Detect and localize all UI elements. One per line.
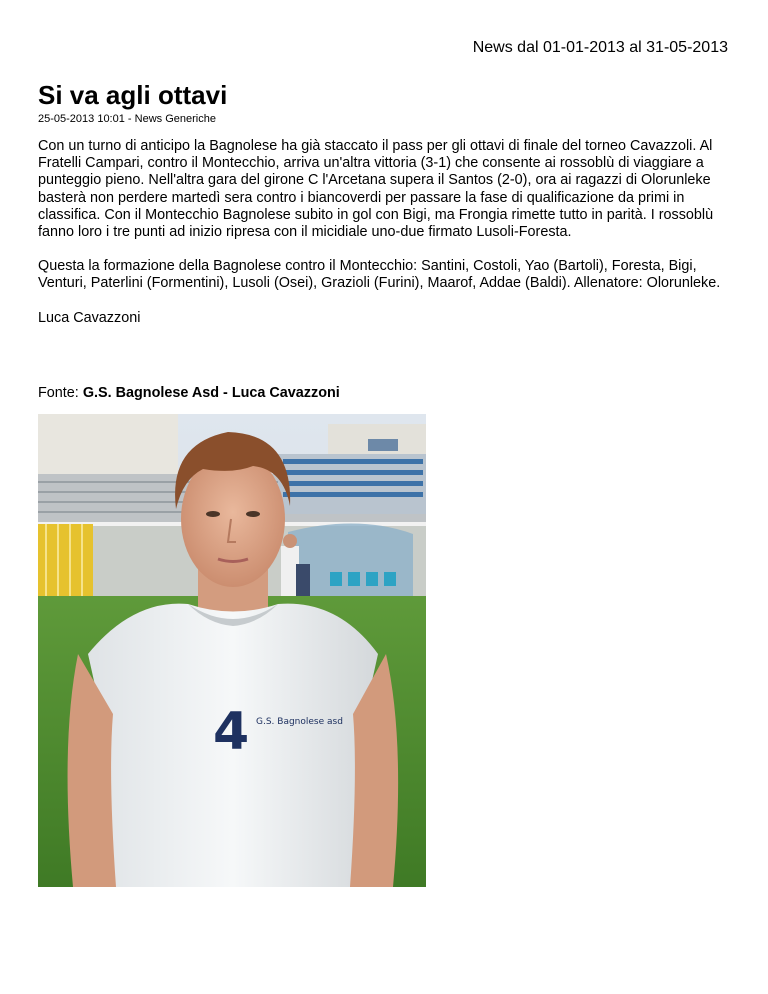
article-title: Si va agli ottavi [38, 80, 228, 110]
shirt-number: 4 [213, 702, 250, 762]
article-paragraph: Questa la formazione della Bagnolese contro il Montecchio: Santini, Costoli, Yao (Bartoli), Foresta, Bigi, Venturi, Paterlini (Formentini), Lusoli (Osei), Grazioli (Furini), Maarof, Addae (Baldi). Allenatore: Olorunleke. [38, 258, 721, 292]
shirt-text: G.S. Bagnolese asd [256, 717, 343, 727]
article-source [38, 385, 340, 402]
source-value: G.S. Bagnolese Asd - Luca Cavazzoni [82, 385, 340, 401]
article-meta: 25-05-2013 10:01 - News Generiche [38, 113, 216, 125]
news-date-range: News dal 01-01-2013 al 31-05-2013 [472, 39, 728, 56]
article-paragraph: Con un turno di anticipo la Bagnolese ha già staccato il pass per gli ottavi di finale del torneo Cavazzoli. Al Fratelli Campari, contro il Montecchio, arriva un'altra vittoria (3-1) che consente ai rossoblù di viaggiare a punteggio pieno. Nell'altra gara del girone C l'Arcetana supera il Santos (2-0), ora ai ragazzi di Olorunleke basterà non perdere martedì sera contro i biancoverdi per passare la fase di qualificazione da primi in classifica. Con il Montecchio Bagnolese subito in gol con Bigi, ma Frongia rimette tutto in parità. I rossoblù fanno loro i tre punti ad inizio ripresa con il micidiale uno-due firmato Lusoli-Foresta. [38, 138, 714, 241]
source-label: Fonte: [38, 385, 79, 401]
player-photo [38, 414, 426, 887]
article-author: Luca Cavazzoni [38, 309, 141, 326]
article-body [38, 138, 738, 344]
